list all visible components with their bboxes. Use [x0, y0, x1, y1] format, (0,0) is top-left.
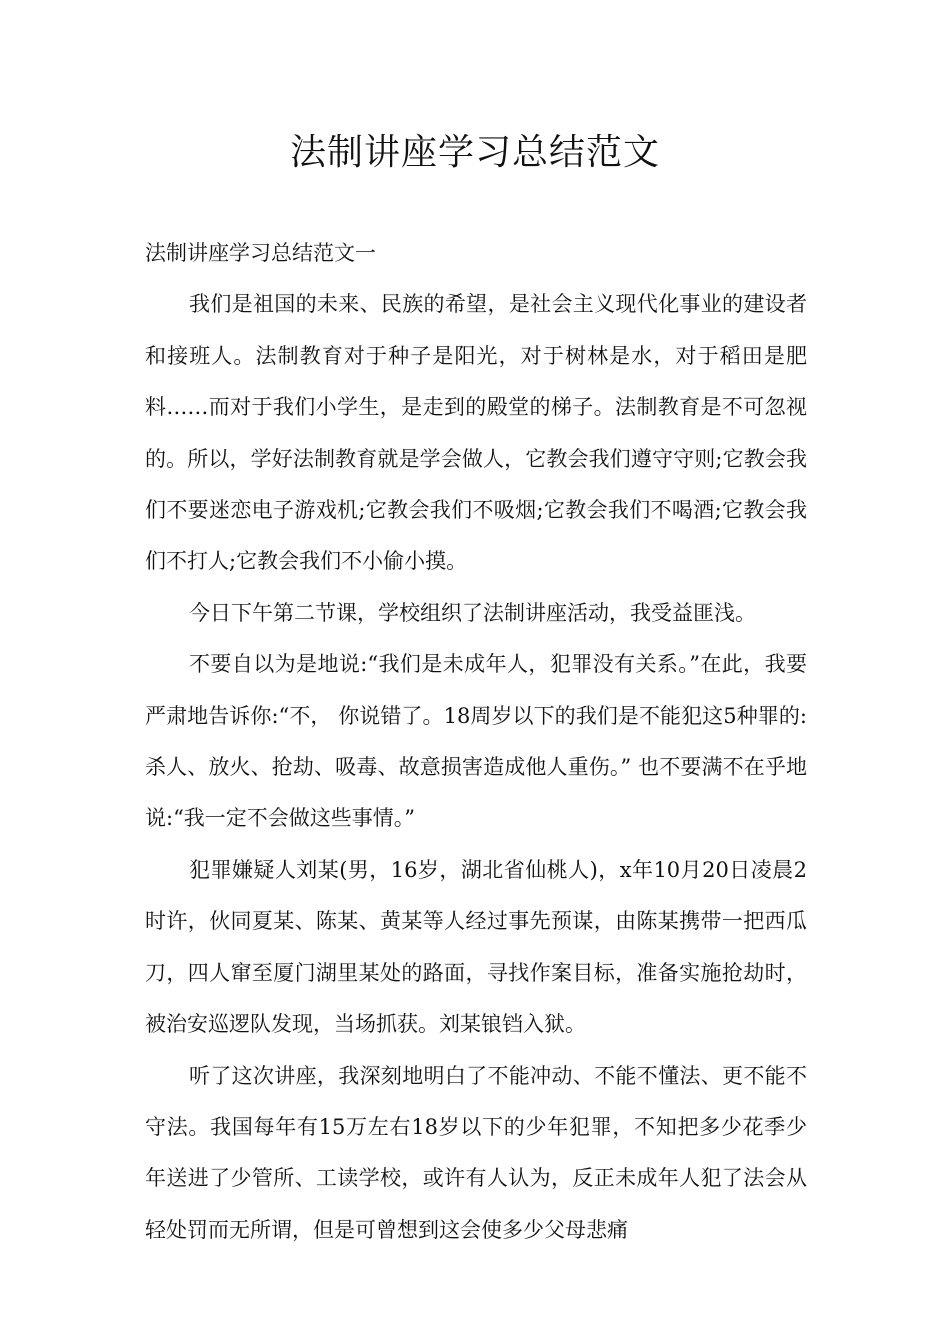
body-paragraph-1: 我们是祖国的未来、民族的希望，是社会主义现代化事业的建设者和接班人。法制教育对于种子是阳光，对于树林是水，对于稻田是肥料……而对于我们小学生，是走到的殿堂的梯子。法制教育是不可忽视的。所以，学好法制教育就是学会做人，它教会我们遵守守则;它教会我们不要迷恋电子游戏机;它教会我们不吸烟;它教会我们不喝酒;它教会我们不打人;它教会我们不小偷小摸。	[145, 292, 807, 574]
section-subheading: 法制讲座学习总结范文一	[145, 241, 376, 265]
body-paragraph-5: 听了这次讲座，我深刻地明白了不能冲动、不能不懂法、更不能不守法。我国每年有15万左右18岁以下的少年犯罪，不知把多少花季少年送进了少管所、工读学校，或许有人认为，反正未成年人犯了法会从轻处罚而无所谓，但是可曾想到这会使多少父母悲痛	[145, 1063, 807, 1242]
body-paragraph-2: 今日下午第二节课，学校组织了法制讲座活动，我受益匪浅。	[189, 600, 756, 625]
document-body	[145, 228, 807, 1256]
body-paragraph-4: 犯罪嫌疑人刘某(男，16岁，湖北省仙桃人)，x年10月20日凌晨2时许，伙同夏某、陈某、黄某等人经过事先预谋，由陈某携带一把西瓜刀，四人窜至厦门湖里某处的路面，寻找作案目标，准备实施抢劫时，被治安巡逻队发现，当场抓获。刘某锒铛入狱。	[145, 857, 807, 1037]
document-title: 法制讲座学习总结范文	[289, 132, 660, 173]
body-paragraph-3: 不要自以为是地说:“我们是未成年人，犯罪没有关系。”在此，我要严肃地告诉你:“不， 你说错了。18周岁以下的我们是不能犯这5种罪的:杀人、放火、抢劫、吸毒、故意损害造成他人重伤。” 也不要满不在乎地说:“我一定不会做这些事情。”	[145, 652, 807, 831]
